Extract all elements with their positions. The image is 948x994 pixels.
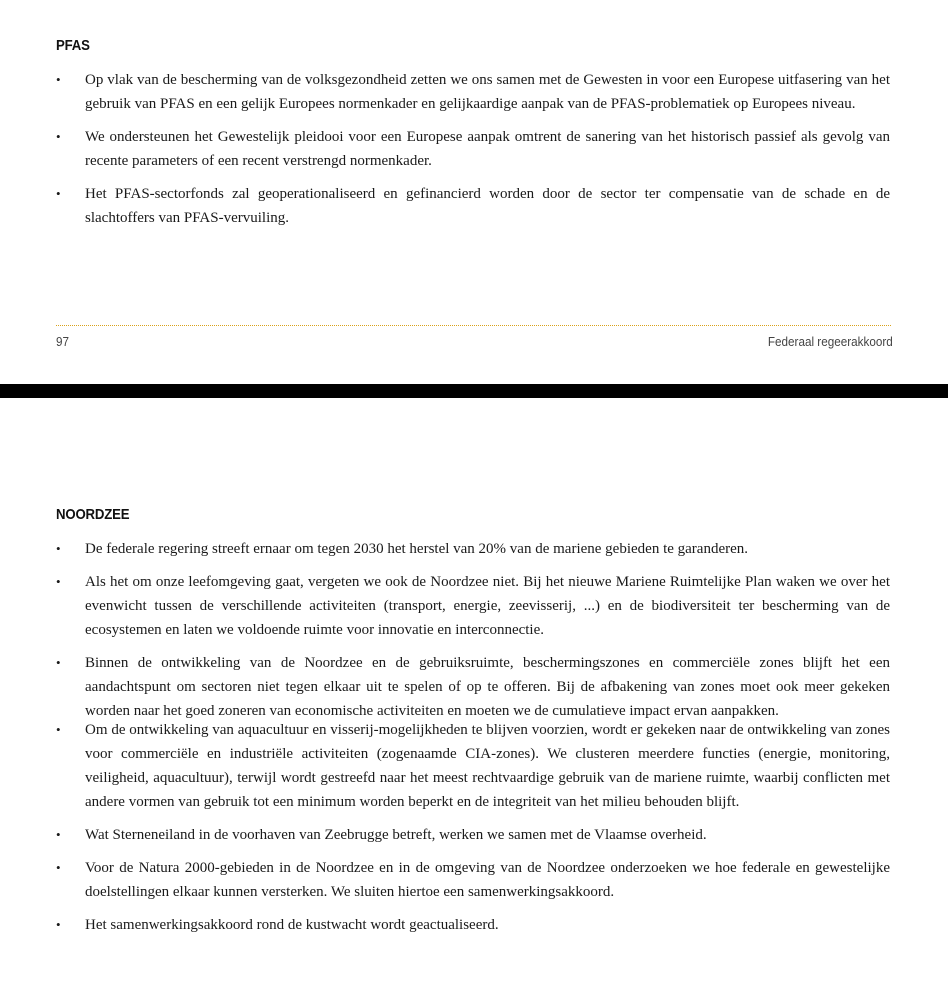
- list-item: [56, 570, 890, 642]
- bullet-list-noordzee: [56, 537, 890, 946]
- bullet-icon: •: [56, 541, 61, 556]
- list-item: [56, 68, 890, 116]
- bullet-icon: •: [56, 574, 61, 589]
- document-page-top: [0, 0, 948, 384]
- list-item-text: Op vlak van de bescherming van de volksgezondheid zetten we ons samen met de Gewesten in voor een Europese uitfasering van het gebruik van PFAS en een gelijk Europees normenkader en gelijkaardige aanpak van de PFAS-problematiek op Europees niveau.: [85, 72, 890, 112]
- document-page-bottom: [0, 398, 948, 994]
- footer-divider: [56, 325, 891, 326]
- bullet-icon: •: [56, 827, 61, 842]
- bullet-icon: •: [56, 655, 61, 670]
- bullet-icon: •: [56, 860, 61, 875]
- document-title: Federaal regeerakkoord: [768, 334, 893, 349]
- list-item-text: Wat Sterneneiland in de voorhaven van Zeebrugge betreft, werken we samen met de Vlaamse overheid.: [85, 827, 707, 843]
- list-item: [56, 718, 890, 814]
- list-item-text: Het samenwerkingsakkoord rond de kustwacht wordt geactualiseerd.: [85, 917, 499, 933]
- list-item: [56, 182, 890, 230]
- list-item-text: Om de ontwikkeling van aquacultuur en visserij-mogelijkheden te blijven voorzien, wordt er gekeken naar de ontwikkeling van zones voor commerciële en industriële activiteiten (zogenaamde CIA-zones). We clusteren meerdere functies (energie, monitoring, veiligheid, aquacultuur), terwijl wordt gestreefd naar het meest rechtvaardige gebruik van de mariene ruimte, waarbij conflicten met andere vormen van gebruik tot een minimum worden beperkt en de integriteit van het milieu behouden blijft.: [85, 722, 890, 810]
- list-item-text: De federale regering streeft ernaar om tegen 2030 het herstel van 20% van de mariene gebieden te garanderen.: [85, 541, 749, 557]
- page-number: 97: [56, 334, 70, 349]
- bullet-icon: •: [56, 917, 61, 932]
- list-item-text: Binnen de ontwikkeling van de Noordzee en de gebruiksruimte, beschermingszones en commerciële zones blijft het een aandachtspunt om sectoren niet tegen elkaar uit te spelen of op te offeren. Bij de afbakening van zones moet ook meer gekeken worden naar het goed zoneren van economische activiteiten en moeten we de cumulatieve impact ervan aanpakken.: [85, 655, 890, 719]
- bullet-icon: •: [56, 186, 61, 201]
- list-item: [56, 823, 890, 847]
- list-item: [56, 856, 890, 904]
- list-item-text: Voor de Natura 2000-gebieden in de Noordzee en in de omgeving van de Noordzee onderzoeken we hoe federale en gewestelijke doelstellingen elkaar kunnen versterken. We sluiten hiertoe een samenwerkingsakkoord.: [85, 860, 890, 900]
- page-divider: [0, 384, 948, 398]
- list-item: [56, 651, 890, 719]
- bullet-icon: •: [56, 722, 61, 737]
- list-item: [56, 537, 890, 561]
- bullet-icon: •: [56, 72, 61, 87]
- list-item: [56, 913, 890, 937]
- section-heading-pfas: PFAS: [56, 37, 90, 54]
- list-item: [56, 125, 890, 173]
- list-item-text: Het PFAS-sectorfonds zal geoperationaliseerd en gefinancierd worden door de sector ter compensatie van de schade en de slachtoffers van PFAS-vervuiling.: [85, 186, 890, 226]
- list-item-text: Als het om onze leefomgeving gaat, vergeten we ook de Noordzee niet. Bij het nieuwe Mariene Ruimtelijke Plan waken we over het evenwicht tussen de verschillende activiteiten (transport, energie, zeevisserij, ...) en de biodiversiteit ter bescherming van de ecosystemen en laten we voldoende ruimte voor innovatie en interconnectie.: [85, 574, 890, 638]
- section-heading-noordzee: NOORDZEE: [56, 506, 130, 523]
- list-item-text: We ondersteunen het Gewestelijk pleidooi voor een Europese aanpak omtrent de sanering van het historisch passief als gevolg van recente parameters of een recent verstrengd normenkader.: [85, 129, 890, 169]
- bullet-icon: •: [56, 129, 61, 144]
- bullet-list-pfas: [56, 68, 890, 239]
